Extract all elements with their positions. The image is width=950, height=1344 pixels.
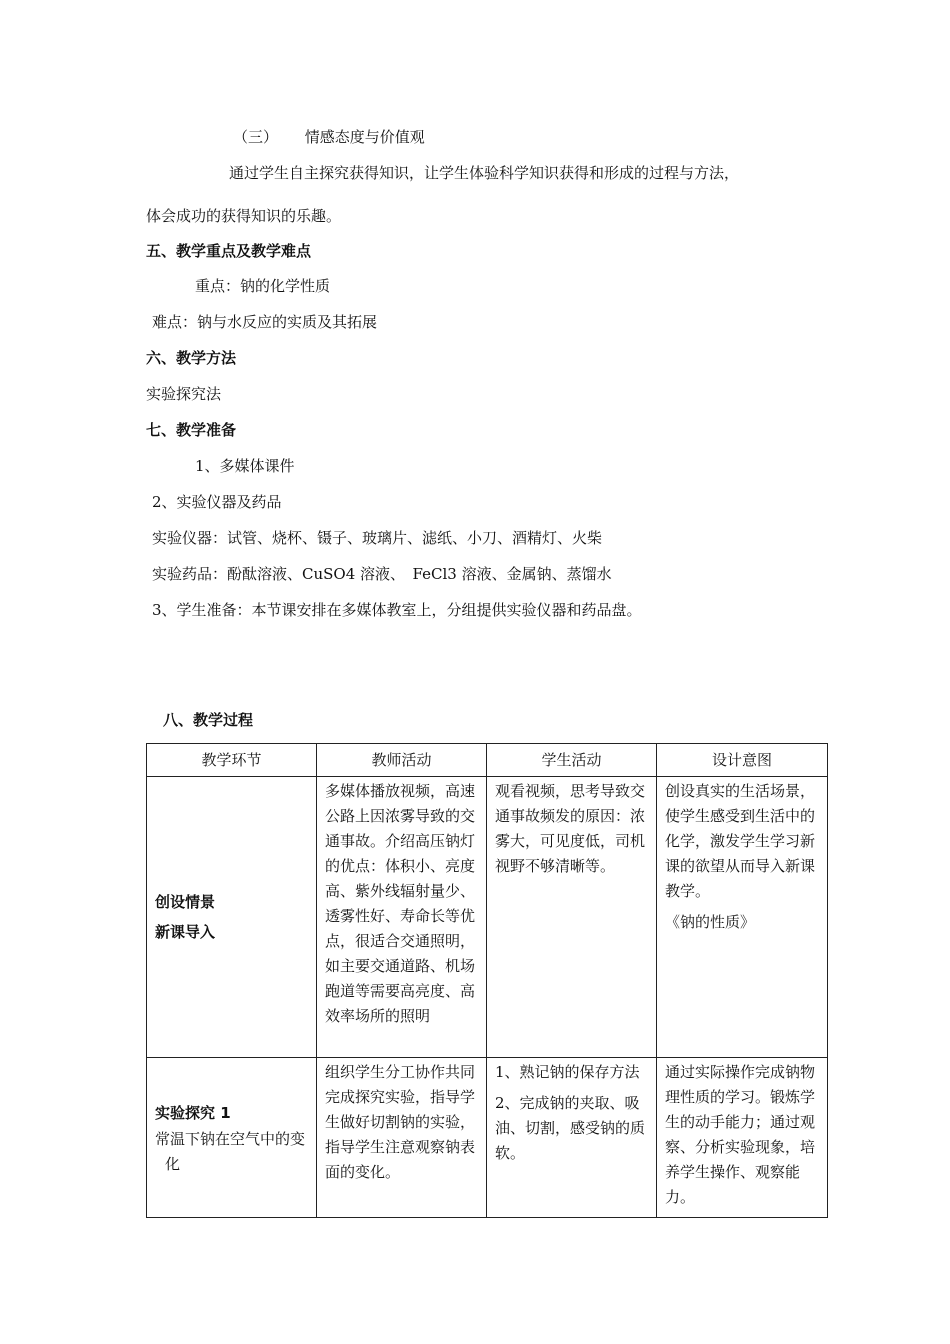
- stage-line: 常温下钠在空气中的变化: [155, 1129, 306, 1173]
- section8-title: 八、教学过程: [163, 711, 254, 729]
- student-activity-text: 2、完成钠的夹取、吸油、切割，感受钠的质软。: [495, 1094, 646, 1162]
- header-teacher-activity: 教师活动: [317, 744, 487, 777]
- design-intent-cell: [657, 1058, 828, 1218]
- table-row: [147, 777, 828, 1058]
- section7-title: 七、教学准备: [146, 421, 237, 439]
- prep-item-multimedia: 1、多媒体课件: [195, 457, 295, 475]
- teacher-activity-cell: [317, 777, 487, 1058]
- section3-heading-number: （三）: [233, 128, 279, 146]
- table-row: [147, 1058, 828, 1218]
- section3-paragraph-line1: 通过学生自主探究获得知识，让学生体验科学知识获得和形成的过程与方法，: [229, 164, 740, 182]
- table-header-row: [147, 744, 828, 777]
- stage-cell: [147, 777, 317, 1058]
- section6-title: 六、教学方法: [146, 349, 237, 367]
- header-student-activity: 学生活动: [487, 744, 657, 777]
- section3-heading: [233, 127, 425, 147]
- teacher-activity-text: 多媒体播放视频，高速公路上因浓雾导致的交通事故。介绍高压钠灯的优点：体积小、亮度高、紫外线辐射量少、透雾性好、寿命长等优点，很适合交通照明，如主要交通道路、机场跑道等需要高亮度、高效率场所的照明: [325, 782, 476, 1025]
- student-activity-text: 1、熟记钠的保存方法: [495, 1063, 640, 1081]
- section3-paragraph-line2: 体会成功的获得知识的乐趣。: [146, 207, 342, 225]
- key-point: 重点：钠的化学性质: [195, 277, 331, 295]
- difficulty-point: 难点：钠与水反应的实质及其拓展: [152, 313, 378, 331]
- teacher-activity-cell: [317, 1058, 487, 1218]
- section3-heading-text: 情感态度与价值观: [304, 128, 425, 146]
- stage-cell: [147, 1058, 317, 1218]
- reagent-list: 实验药品：酚酞溶液、CuSO4 溶液、 FeCl3 溶液、金属钠、蒸馏水: [152, 565, 612, 583]
- prep-item-equipment: 2、实验仪器及药品: [152, 493, 282, 511]
- section5-title: 五、教学重点及教学难点: [146, 242, 312, 260]
- stage-line: 创设情景: [155, 893, 216, 911]
- design-intent-text: 通过实际操作完成钠物理性质的学习。锻炼学生的动手能力；通过观察、分析实验现象，培养学生操作、观察能力。: [665, 1063, 816, 1206]
- teaching-method: 实验探究法: [146, 385, 222, 403]
- stage-line: 实验探究 1: [155, 1103, 231, 1122]
- student-activity-cell: [487, 1058, 657, 1218]
- teacher-activity-text: 组织学生分工协作共同完成探究实验，指导学生做好切割钠的实验，指导学生注意观察钠表面的变化。: [325, 1063, 476, 1181]
- instrument-list: 实验仪器：试管、烧杯、镊子、玻璃片、滤纸、小刀、酒精灯、火柴: [152, 529, 603, 547]
- design-intent-note: 《钠的性质》: [665, 913, 756, 931]
- teaching-process-table: [146, 743, 828, 1218]
- design-intent-text: 创设真实的生活场景，使学生感受到生活中的化学，激发学生学习新课的欲望从而导入新课教学。: [665, 782, 816, 900]
- header-stage: 教学环节: [147, 744, 317, 777]
- header-design-intent: 设计意图: [657, 744, 828, 777]
- design-intent-cell: [657, 777, 828, 1058]
- student-activity-cell: [487, 777, 657, 1058]
- student-activity-text: 观看视频，思考导致交通事故频发的原因：浓雾大，可见度低，司机视野不够清晰等。: [495, 782, 646, 875]
- prep-item-student: 3、学生准备：本节课安排在多媒体教室上，分组提供实验仪器和药品盘。: [152, 601, 642, 619]
- stage-line: 新课导入: [155, 923, 216, 941]
